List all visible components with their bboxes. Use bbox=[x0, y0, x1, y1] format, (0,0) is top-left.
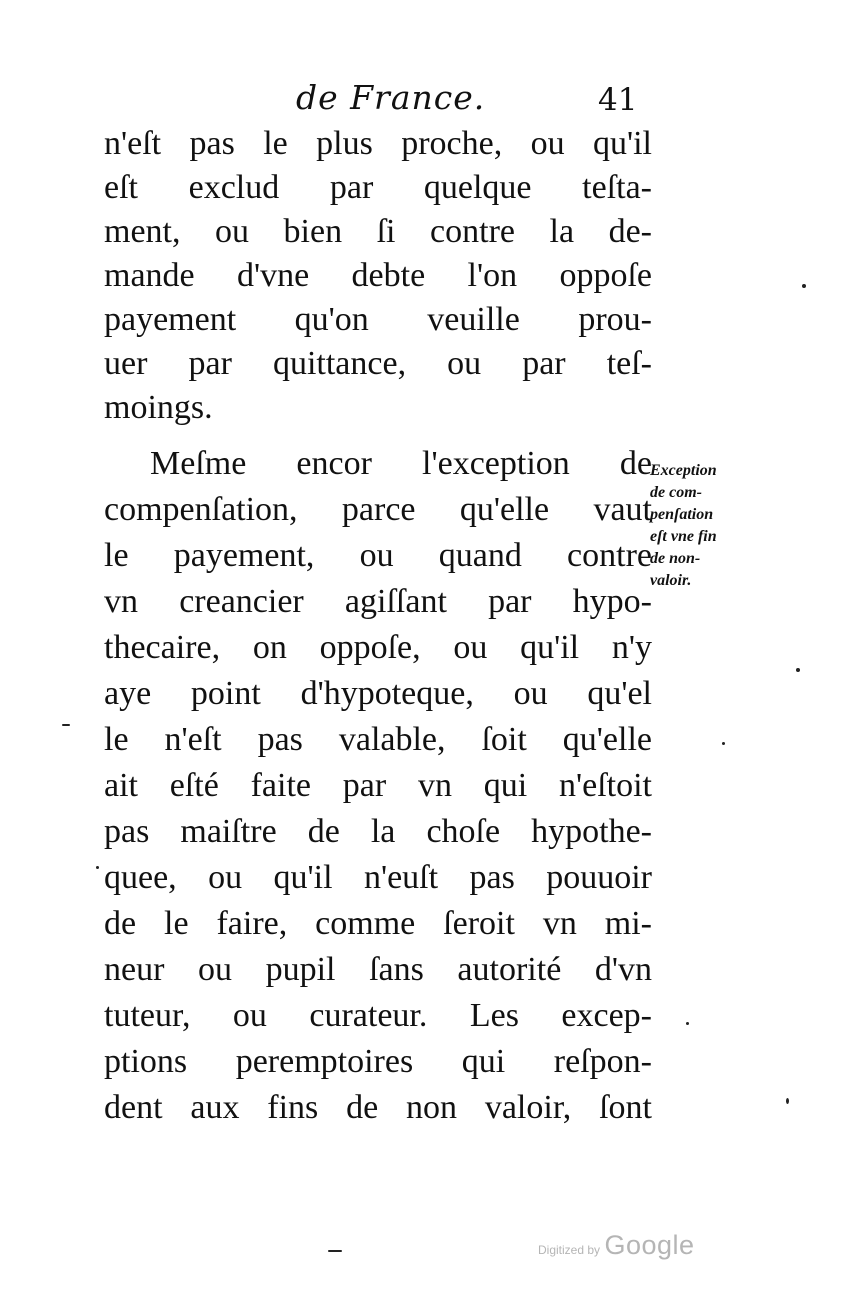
running-title: de France. bbox=[296, 78, 486, 117]
text-line: aye point d'hypoteque, ou qu'el bbox=[104, 675, 652, 712]
text-line: ptions peremptoires qui reſpon- bbox=[104, 1043, 652, 1080]
text-line: ment, ou bien ſi contre la de- bbox=[104, 213, 652, 250]
text-line: moings. bbox=[104, 389, 213, 426]
scan-speck bbox=[328, 1250, 342, 1252]
scan-speck bbox=[722, 742, 725, 745]
text-line: compenſation, parce qu'elle vaut bbox=[104, 491, 652, 528]
scan-speck bbox=[686, 1022, 689, 1025]
marginal-note bbox=[650, 460, 760, 592]
text-line: le payement, ou quand contre bbox=[104, 537, 652, 574]
text-line: n'eſt pas le plus proche, ou qu'il bbox=[104, 125, 652, 162]
text-line: le n'eſt pas valable, ſoit qu'elle bbox=[104, 721, 652, 758]
text-line: uer par quittance, ou par teſ- bbox=[104, 345, 652, 382]
text-line: eſt exclud par quelque teſta- bbox=[104, 169, 652, 206]
text-line: ait eſté faite par vn qui n'eſtoit bbox=[104, 767, 652, 804]
text-line: de le faire, comme ſeroit vn mi- bbox=[104, 905, 652, 942]
text-line: thecaire, on oppoſe, ou qu'il n'y bbox=[104, 629, 652, 666]
text-line: neur ou pupil ſans autorité d'vn bbox=[104, 951, 652, 988]
scan-speck bbox=[802, 284, 806, 288]
text-line: tuteur, ou curateur. Les excep- bbox=[104, 997, 652, 1034]
scan-speck bbox=[796, 668, 800, 672]
marginal-note-line: penſation bbox=[650, 506, 714, 523]
marginal-note-line: eſt vne fin bbox=[650, 528, 717, 545]
scan-speck bbox=[62, 724, 70, 726]
google-wordmark: Google bbox=[604, 1230, 695, 1260]
text-line: quee, ou qu'il n'euſt pas pouuoir bbox=[104, 859, 652, 896]
text-line: vn creancier agiſſant par hypo- bbox=[104, 583, 652, 620]
text-line: pas maiſtre de la choſe hypothe- bbox=[104, 813, 652, 850]
text-line: mande d'vne debte l'on oppoſe bbox=[104, 257, 652, 294]
paragraph-first-line: Meſme encor l'exception de bbox=[150, 445, 652, 482]
text-line: payement qu'on veuille prou- bbox=[104, 301, 652, 338]
digitized-prefix: Digitized by bbox=[538, 1243, 601, 1257]
text-line: dent aux fins de non valoir, ſont bbox=[104, 1089, 652, 1126]
digitized-by-watermark bbox=[538, 1230, 695, 1261]
marginal-note-line: de non- bbox=[650, 550, 701, 567]
marginal-note-line: Exception bbox=[650, 462, 717, 479]
page-number: 41 bbox=[598, 82, 638, 118]
scan-speck bbox=[786, 1098, 789, 1104]
marginal-note-line: valoir. bbox=[650, 572, 692, 589]
scan-speck bbox=[96, 866, 99, 869]
marginal-note-line: de com- bbox=[650, 484, 702, 501]
